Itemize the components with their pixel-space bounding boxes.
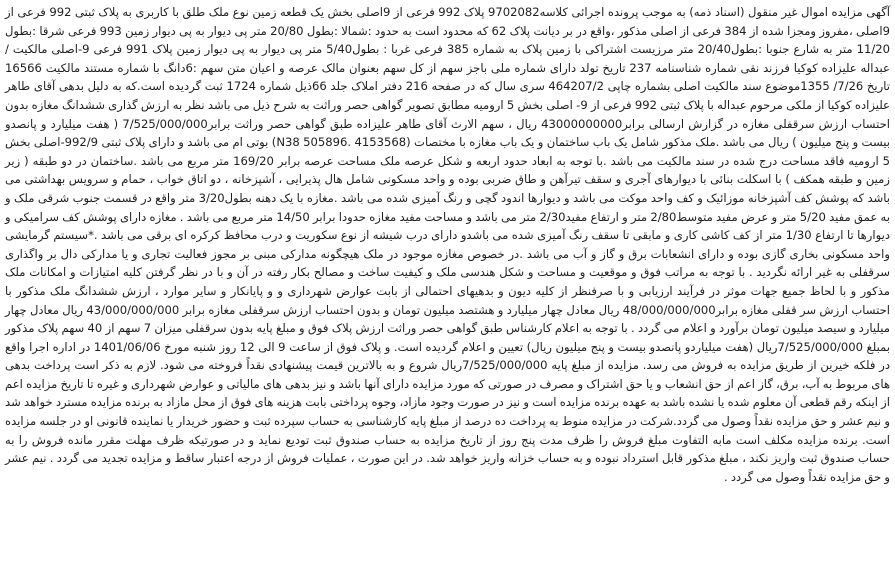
- auction-notice-text: آگهی مزایده اموال غیر منقول (اسناد ذمه) به موجب پرونده اجرائی کلاسه9702082 پلاک 992 فرعی از 9اصلی بخش یک قطعه زمین نوع ملک طلق با کاربری به پلاک ثبتی 992 فرعی از 9اصلی ،مفروز ومجزا شده از 384 فرعی از اصلی مذکور ،واقع در بر دیانت پلاک 62 که محدود است به حدود :شمالا :بطول 20/80 متر پی دیوار به پی دیوار زمین 993 فرعی شرقا :بطول 11/20 متر به شارع جنوبا :بطول20/40 متر مرزیست اشتراکی با زمین پلاک به شماره 385 فرعی غربا : بطول5/40 متر پی دیوار به پی دیوار زمین پلاک 991 فرعی 9-اصلی مالکیت / عبداله علیزاده کوکیا فرزند نقی شماره شناسنامه 237 تاریخ تولد دارای شماره ملی باجز سهم از کل سهم بعنوان مالک عرصه و اعیان متن سهم :6دانگ با شماره مستند مالکیت 16566 تاریخ 7/26/ 1355موضوع سند مالکیت اصلی بشماره چاپی 464207/2 سری سال که در صفحه 216 دفتر املاک جلد 66ذیل شماره 1724 ثبت گردیده است.که به دلیل بدهی آقای طاهر علیزاده کوکیا از ملکی مرحوم عبداله با پلاک ثبتی 992 فرعی از 9- اصلی بخش 5 ارومیه مطابق تصویر گواهی حصر وراثت به شرح ذیل می باشد نظر به ارزش گذاری ششدانگ مغازه بدون احتساب ارزش سرقفلی مغازه در گزارش ارسالی برابر43000000000 ریال ، سهم الارث آقای طاهر علیزاده طبق گواهی حصر وراثت برابر7/525/000/000 ( هفت میلیارد و پانصدو بیست و پنج میلیون ) ریال می باشد .ملک مذکور شامل یک باب ساختمان و یک باب مغازه با مختصات (N38 505896. 4153568) بوتی ام می باشد و دارای پلاک ثبتی 992/9-اصلی بخش 5 ارومیه فاقد مساحت درج شده در سند مالکیت می باشد .با توجه به ابعاد حدود اربعه و شکل عرصه ملک مساحت عرصه برابر 169/20 متر مربع می باشد .ساختمان در دو طبقه ( زیر زمین و طبقه همکف ) با اسکلت بنائی با دیوارهای آجری و سقف تیرآهن و طاق ضربی بوده و واحد مسکونی شامل هال پذیرایی ، آشپزخانه ، دو اتاق خواب ، حمام و سرویس بهداشتی می باشد که پوشش کف آشپزخانه موزائیک و کف واحد موکت می باشد و دیوارها اندود گچی و رنگ آمیزی شده می باشد .مغازه با یک دهنه بطول3/20 متر واقع در قسمت جنوب شرقی ملک و به عمق مفید 5/20 متر و عرض مفید متوسط2/80 متر و ارتفاع مفید2/30 متر می باشد و مساحت مفید مغازه حدودا برابر 14/50 متر مربع می باشد . مغازه دارای پوشش کف سرامیکی و دیوارها تا ارتفاع 1/30 متر از کف کاشی کاری و مابقی تا سقف رنگ آمیزی شده می باشدو دارای درب شیشه از نوع سکوریت و درب محافظ کرکره ای برقی می باشد .*سیستم گرمایشی واحد مسکونی بخاری گازی بوده و دارای انشعابات برق و گاز و آب می باشد .در خصوص مغازه موجود در ملک هیچگونه مدارکی مبنی بر مجوز فعالیت تجاری و یا مدارکی دال بر واگذاری سرقفلی به غیر ارائه نگردید . با توجه به مراتب فوق و موقعیت و مساحت و شکل هندسی ملک و کیفیت ساخت و مصالح بکار رفته در آن و با در نظر گرفتن کلیه امتیازات و امکانات ملک مذکور و با لحاظ جمیع جهات موثر در فرآیند ارزیابی و با صرفنظر از کلیه دیون و بدهیهای احتمالی از بابت عوارض شهرداری و و پایانکار و سایر موارد ، ارزش ششدانگ ملک مذکور با احتساب ارزش سر قفلی مغازه برابر48/000/000/000 ریال معادل چهار میلیارد و هشتصد میلیون تومان و بدون احتساب ارزش سرقفلی مغازه برابر 43/000/000/000 ریال معادل چهار میلیارد و سیصد میلیون تومان برآورد و اعلام می گردد . با توجه به اعلام کارشناس طبق گواهی حصر وراثت ارزش پلاک فوق و مبلغ پایه بدون سرقفلی میزان 7 سهم از 40 سهم پلاک مذکور بمبلغ 7/525/000/000ریال (هفت میلیاردو پانصدو بیست و پنج میلیون ریال) تعیین و اعلام گردیده است. و پلاک فوق از ساعت 9 الی 12 روز شنبه مورخ 1401/06/06 در اداره اجرا واقع در فلکه خیرین از طریق مزایده به فروش می رسد. مزایده از مبلغ پایه 7/525/000/000ریال شروع و به بالاترین قیمت پیشنهادی نقداً فروخته می شود. لازم به ذکر است پرداخت بدهی های مربوط به آب، برق، گاز اعم از حق انشعاب و یا حق اشتراک و مصرف در صورتی که مورد مزایده دارای آنها باشد و نیز بدهی های مالیاتی و عوارض شهرداری و غیره تا تاریخ مزایده اعم از اینکه رقم قطعی آن معلوم شده یا نشده باشد به عهده برنده مزایده است و نیز در صورت وجود مازاد، وجوه پرداختی بابت هزینه های فوق از محل مازاد به برنده مزایده مسترد خواهد شد و نیم عشر و حق مزایده نقداً وصول می گردد.شرکت در مزایده منوط به پرداخت ده درصد از مبلغ پایه کارشناسی به حساب سپرده ثبت و حضور خریدار یا نماینده قانونی او در جلسه مزایده است. برنده مزایده مکلف است مابه التفاوت مبلغ فروش را ظرف مدت پنج روز از تاریخ مزایده به حساب صندوق ثبت تودیع نماید و در صورتیکه ظرف مهلت مقرر مانده فروش را به حساب صندوق ثبت واریز نکند ، مبلغ مذکور قابل استرداد نبوده و به حساب خزانه واریز خواهد شد. در این صورت ، عملیات فروش از درجه اعتبار ساقط و مزایده تجدید می گردد . نیم عشر و حق مزایده نقداً وصول می گردد .: [5, 5, 891, 484]
